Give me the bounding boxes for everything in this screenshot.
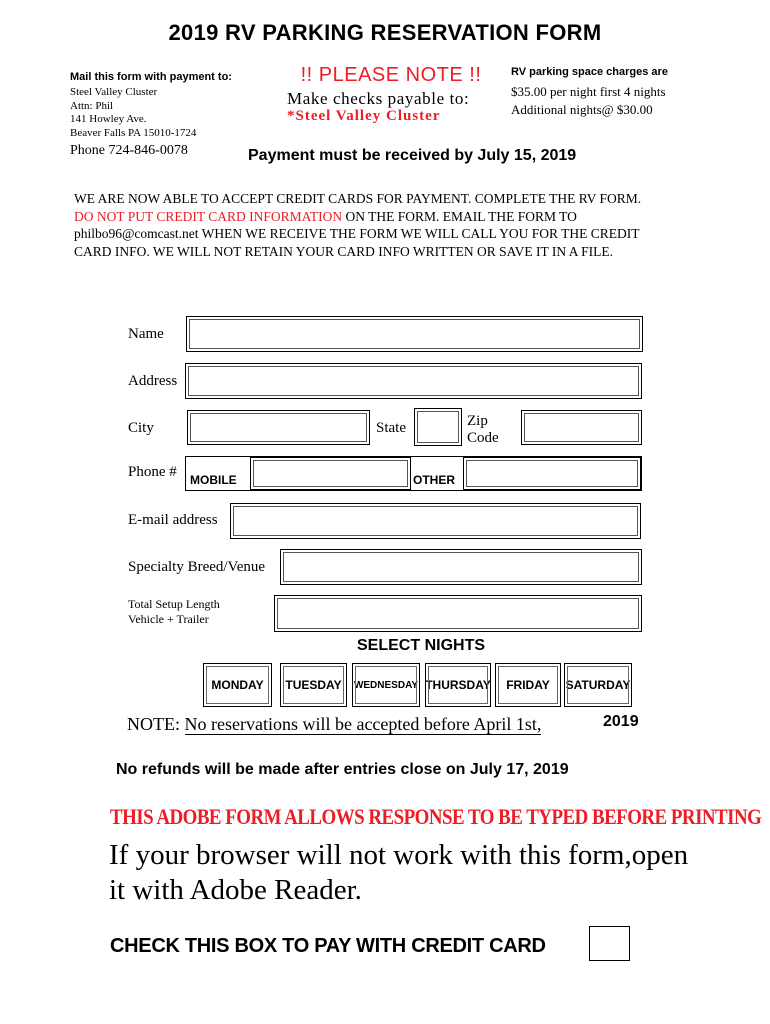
setup-length-line: Total Setup Length [128,597,220,611]
mail-line: Steel Valley Cluster [70,86,158,98]
credit-warning: DO NOT PUT CREDIT CARD INFORMATION [74,208,343,224]
other-phone-input[interactable] [468,462,640,487]
credit-notice-line [74,208,641,226]
state-field[interactable] [414,408,462,446]
select-nights-heading: SELECT NIGHTS [357,637,486,654]
state-input[interactable] [419,413,461,443]
setup-length-label [128,597,220,627]
address-field[interactable] [185,363,642,399]
city-label: City [128,420,154,436]
mail-address [70,86,196,140]
payment-deadline: Payment must be received by July 15, 2019 [248,147,577,164]
address-input[interactable] [190,368,641,396]
zip-label-line: Code [467,430,499,446]
credit-card-checkbox-label: CHECK THIS BOX TO PAY WITH CREDIT CARD [110,935,546,957]
mail-heading: Mail this form with payment to: [70,71,232,83]
night-friday-checkbox[interactable]: FRIDAY [495,663,561,707]
other-phone-field[interactable] [463,457,641,490]
charges-line-2: Additional nights@ $30.00 [511,102,653,117]
credit-notice-text: ON THE FORM. EMAIL THE FORM TO [342,208,577,224]
charges-heading: RV parking space charges are [511,66,668,78]
payee: *Steel Valley Cluster [287,108,441,124]
setup-length-input[interactable] [279,600,641,629]
specialty-field[interactable] [280,549,642,585]
night-thursday-checkbox[interactable]: THURSDAY [425,663,491,707]
other-label: OTHER [413,473,455,487]
credit-notice-line: CARD INFO. WE WILL NOT RETAIN YOUR CARD INFO WRITTEN OR SAVE IT IN A FILE. [74,243,614,259]
setup-length-field[interactable] [274,595,642,632]
mobile-label: MOBILE [190,473,237,487]
city-input[interactable] [192,415,369,442]
reservation-note [127,714,541,735]
email-label: E-mail address [128,512,218,528]
night-tuesday-checkbox[interactable]: TUESDAY [280,663,347,707]
reservation-year: 2019 [603,713,639,730]
mail-line: Attn: Phil [70,99,114,112]
please-note-heading: !! PLEASE NOTE !! [300,64,482,86]
mail-phone: Phone 724-846-0078 [70,143,188,158]
browser-notice [109,838,688,908]
browser-notice-line: If your browser will not work with this form,open [109,839,689,871]
mail-line: 141 Howley Ave. [70,113,147,125]
email-input[interactable] [235,508,640,536]
name-label: Name [128,326,164,342]
credit-card-checkbox[interactable] [589,926,630,961]
setup-length-line: Vehicle + Trailer [128,612,209,626]
state-label: State [376,420,406,436]
phone-label: Phone # [128,464,177,480]
mail-line: Beaver Falls PA 15010-1724 [70,126,197,139]
zip-input[interactable] [526,415,641,442]
credit-notice [74,190,641,260]
credit-notice-line: philbo96@comcast.net WHEN WE RECEIVE THE FORM WE WILL CALL YOU FOR THE CREDIT [74,226,640,241]
night-saturday-checkbox[interactable]: SATURDAY [564,663,632,707]
refund-notice: No refunds will be made after entries close on July 17, 2019 [116,761,569,778]
name-input[interactable] [191,321,642,349]
zip-label [467,413,499,447]
page-title: 2019 RV PARKING RESERVATION FORM [168,20,602,45]
night-wednesday-checkbox[interactable]: WEDNESDAY [352,663,420,707]
city-field[interactable] [187,410,370,445]
charges-line-1: $35.00 per night first 4 nights [511,84,666,99]
night-monday-checkbox[interactable]: MONDAY [203,663,272,707]
browser-notice-line: it with Adobe Reader. [109,874,362,906]
credit-notice-line: WE ARE NOW ABLE TO ACCEPT CREDIT CARDS FOR PAYMENT. COMPLETE THE RV FORM. [74,191,642,206]
specialty-input[interactable] [285,554,641,582]
name-field[interactable] [186,316,643,352]
address-label: Address [128,373,178,389]
email-field[interactable] [230,503,641,539]
reservation-note-prefix: NOTE: [127,714,185,734]
mobile-phone-field[interactable] [250,457,411,490]
zip-label-line: Zip [467,413,488,429]
mobile-phone-input[interactable] [255,462,410,487]
checks-payable: Make checks payable to: [287,89,470,108]
specialty-label: Specialty Breed/Venue [128,559,266,575]
zip-field[interactable] [521,410,642,445]
reservation-note-text: No reservations will be accepted before April 1st, [184,714,542,734]
adobe-notice: THIS ADOBE FORM ALLOWS RESPONSE TO BE TYPED BEFORE PRINTING [110,804,762,829]
